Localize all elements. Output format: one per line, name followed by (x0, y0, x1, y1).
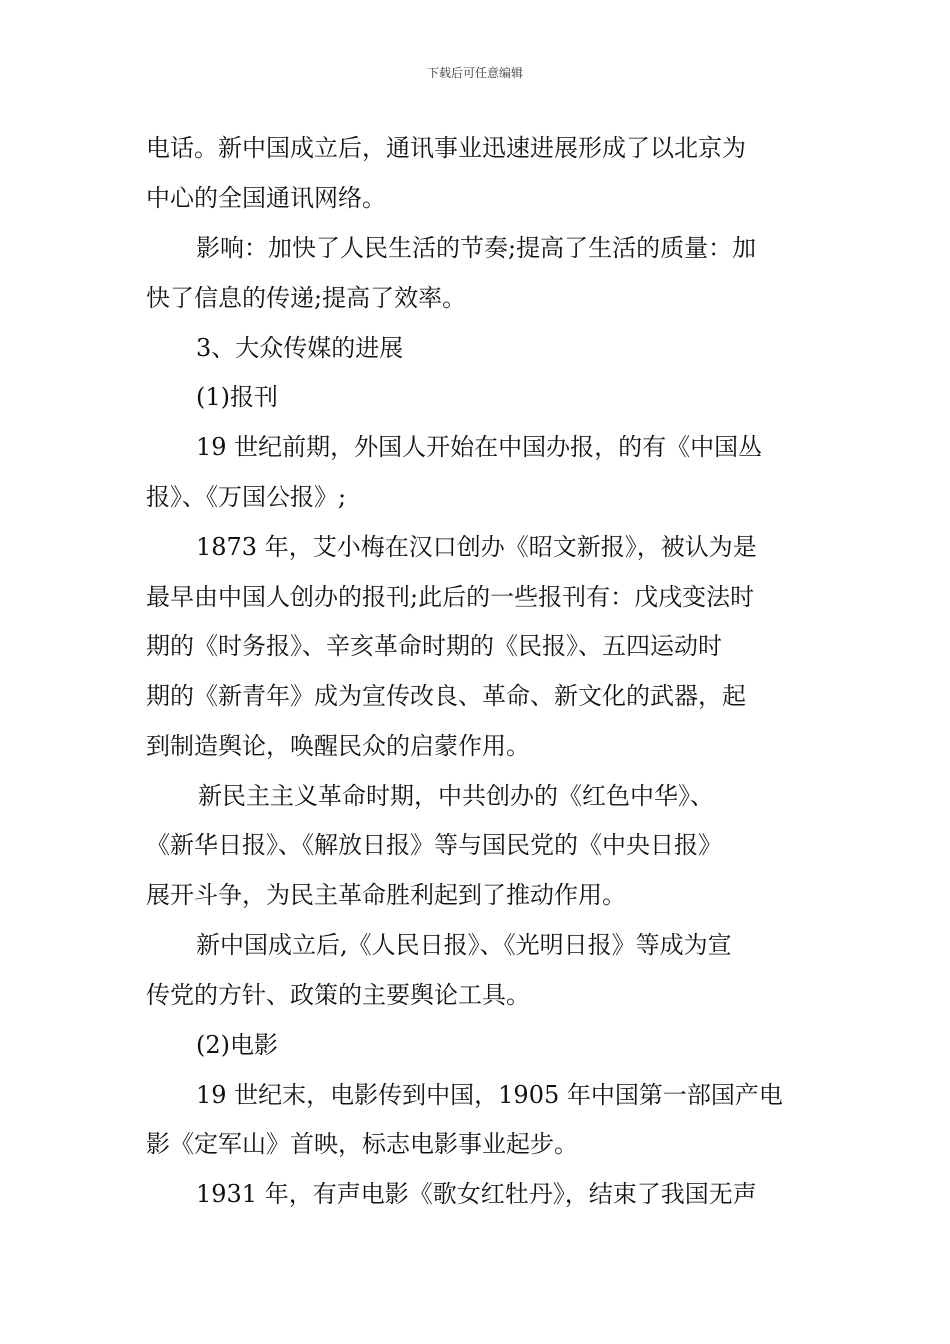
text-line: 到制造舆论，唤醒民众的启蒙作用。 (146, 732, 530, 760)
text-line: 最早由中国人创办的报刊;此后的一些报刊有：戊戌变法时 (146, 583, 755, 611)
text-line: 传党的方针、政策的主要舆论工具。 (146, 981, 530, 1009)
text-line: 期的《新青年》成为宣传改良、革命、新文化的武器，起 (146, 682, 746, 710)
subsection-heading: (2)电影 (196, 1031, 278, 1059)
text-line: 《新华日报》、《解放日报》等与国民党的《中央日报》 (146, 831, 722, 859)
text-line: 新中国成立后,《人民日报》、《光明日报》等成为宣 (196, 931, 732, 959)
text-line: 中心的全国通讯网络。 (146, 184, 386, 212)
text-line: 影《定军山》首映，标志电影事业起步。 (146, 1130, 578, 1158)
text-line: 快了信息的传递;提高了效率。 (146, 284, 467, 312)
text-line: 展开斗争，为民主革命胜利起到了推动作用。 (146, 881, 626, 909)
text-line: 电话。新中国成立后，通讯事业迅速进展形成了以北京为 (146, 134, 746, 162)
subsection-heading: (1)报刊 (196, 383, 278, 411)
text-line: 影响：加快了人民生活的节奏;提高了生活的质量：加 (196, 234, 757, 262)
section-heading: 3、大众传媒的进展 (196, 334, 404, 362)
text-line: 报》、《万国公报》; (146, 483, 347, 511)
text-line: 期的《时务报》、辛亥革命时期的《民报》、五四运动时 (146, 632, 722, 660)
text-line: 1873 年，艾小梅在汉口创办《昭文新报》，被认为是 (196, 533, 757, 561)
text-line: 19 世纪末，电影传到中国，1905 年中国第一部国产电 (196, 1081, 783, 1109)
text-line: 新民主主义革命时期，中共创办的《红色中华》、 (198, 782, 714, 810)
page-header-note: 下载后可任意编辑 (426, 66, 523, 80)
text-line: 19 世纪前期，外国人开始在中国办报，的有《中国丛 (196, 433, 763, 461)
text-line: 1931 年，有声电影《歌女红牡丹》，结束了我国无声 (196, 1180, 757, 1208)
